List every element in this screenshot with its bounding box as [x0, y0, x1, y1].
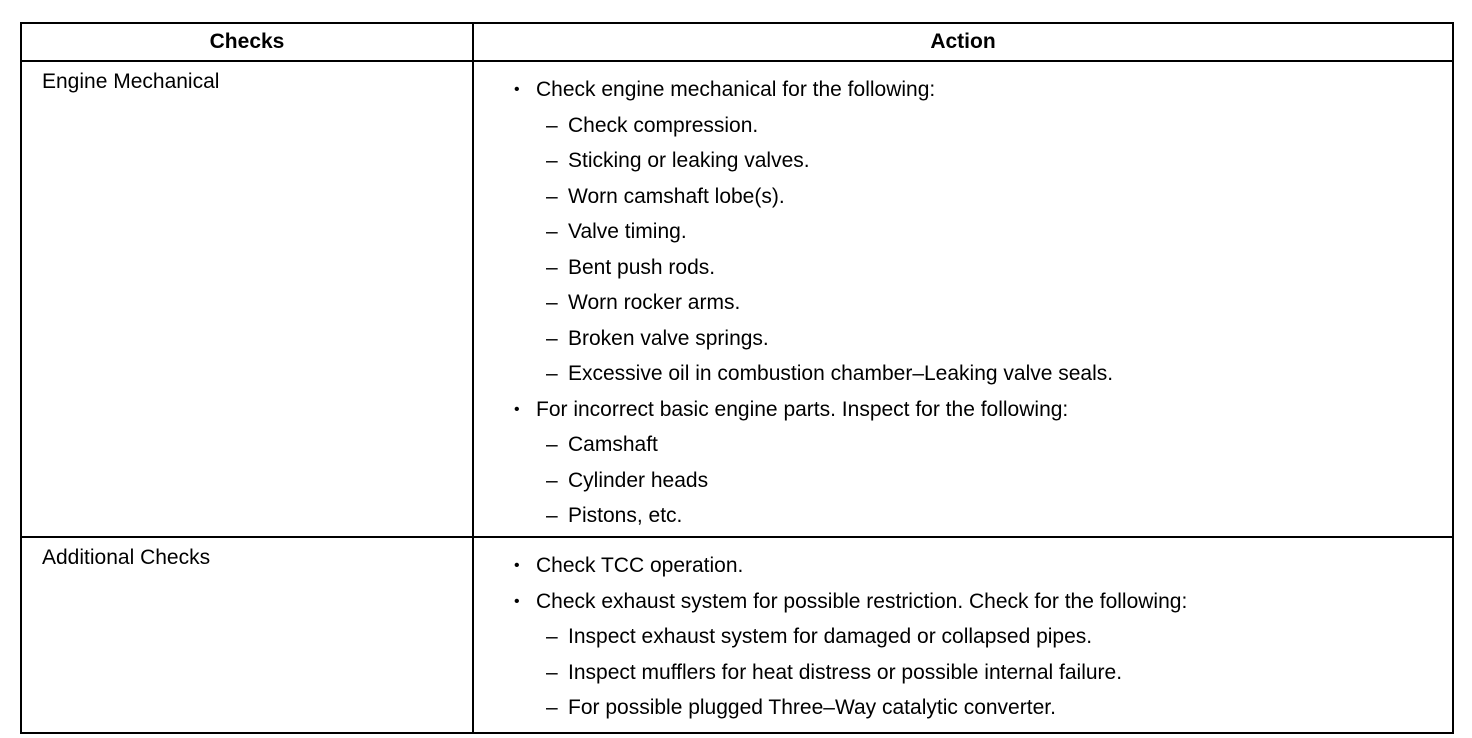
bullet-icon: •	[514, 400, 520, 418]
sub-item: – Check compression.	[536, 108, 1452, 144]
action-cell	[473, 537, 1453, 733]
check-cell: Additional Checks	[21, 537, 473, 733]
action-item	[512, 392, 1452, 534]
checks-column-header: Checks	[21, 23, 473, 61]
action-text: For incorrect basic engine parts. Inspect for the following:	[536, 397, 1069, 421]
action-item	[512, 548, 1452, 584]
check-cell: Engine Mechanical	[21, 61, 473, 537]
sub-item: – For possible plugged Three–Way catalytic converter.	[536, 690, 1452, 726]
action-item	[512, 584, 1452, 726]
action-column-header: Action	[473, 23, 1453, 61]
action-text: Check TCC operation.	[536, 554, 744, 577]
header-row	[21, 23, 1453, 61]
action-text: Check engine mechanical for the following:	[536, 78, 936, 101]
sub-item: – Bent push rods.	[536, 250, 1452, 286]
sub-item: – Camshaft	[536, 427, 1452, 463]
sub-item: – Valve timing.	[536, 214, 1452, 250]
action-item	[512, 72, 1452, 392]
sub-item: – Excessive oil in combustion chamber–Leaking valve seals.	[536, 356, 1452, 392]
action-cell	[473, 61, 1453, 537]
sub-item: – Inspect exhaust system for damaged or collapsed pipes.	[536, 619, 1452, 655]
sub-list	[536, 108, 1452, 392]
sub-item: – Worn camshaft lobe(s).	[536, 179, 1452, 215]
sub-item: – Broken valve springs.	[536, 321, 1452, 357]
sub-list	[536, 427, 1452, 534]
action-text: Check exhaust system for possible restriction. Check for the following:	[536, 589, 1188, 613]
table-row	[21, 537, 1453, 733]
sub-item: – Worn rocker arms.	[536, 285, 1452, 321]
bullet-icon: •	[514, 557, 520, 574]
sub-item: – Pistons, etc.	[536, 498, 1452, 534]
bullet-icon: •	[514, 81, 520, 98]
action-list	[512, 72, 1452, 534]
action-list	[512, 548, 1452, 726]
diagnostic-table	[20, 22, 1454, 734]
sub-item: – Cylinder heads	[536, 463, 1452, 499]
bullet-icon: •	[514, 592, 520, 610]
sub-item: – Inspect mufflers for heat distress or possible internal failure.	[536, 655, 1452, 691]
sub-list	[536, 619, 1452, 726]
sub-item: – Sticking or leaking valves.	[536, 143, 1452, 179]
table-row	[21, 61, 1453, 537]
